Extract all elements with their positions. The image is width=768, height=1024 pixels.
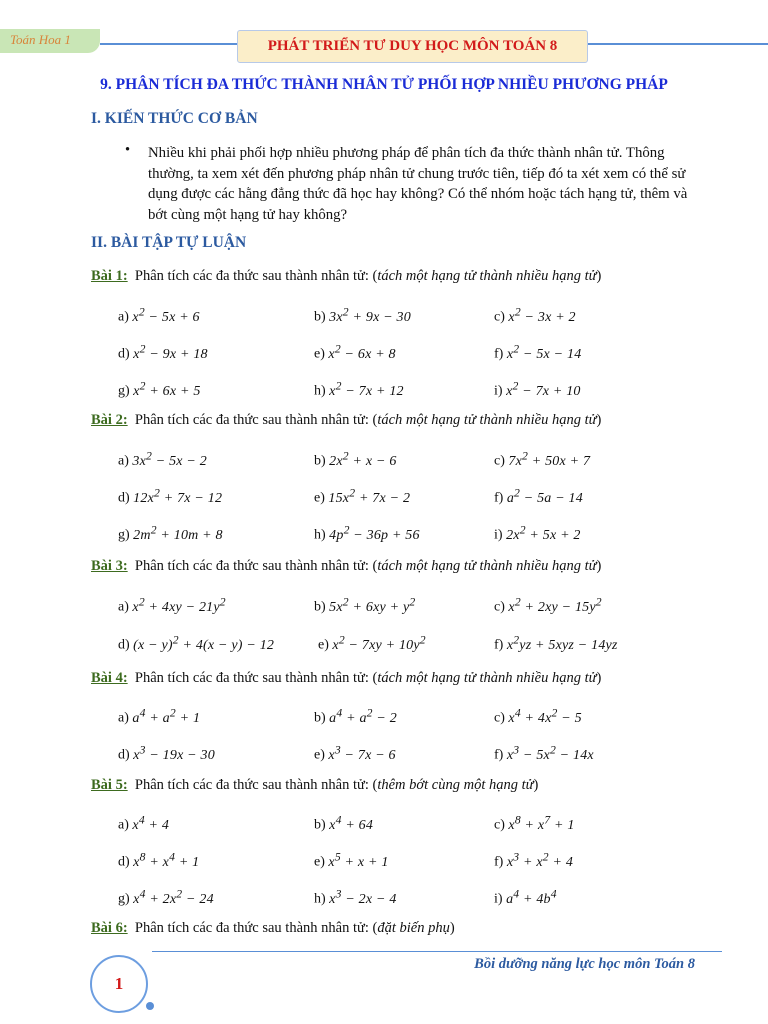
item: i) $a^4 + 4b^4$	[494, 887, 557, 907]
exercise-close: )	[596, 670, 602, 686]
exercise-text: Phân tích các đa thức sau thành nhân tử: (	[134, 920, 378, 936]
item: i) $x^2 - 7x + 10$	[494, 379, 581, 399]
footer-dot	[146, 1002, 154, 1010]
exercise-4-row	[0, 743, 768, 765]
item: b) $a^4 + a^2 - 2$	[314, 706, 397, 726]
bullet-icon: •	[125, 142, 131, 158]
exercise-4-heading	[91, 670, 601, 687]
exercise-2-row	[0, 449, 768, 471]
exercise-label: Bài 1:	[91, 268, 128, 284]
item: f) $x^3 + x^2 + 4$	[494, 850, 574, 870]
lesson-title: 9. PHÂN TÍCH ĐA THỨC THÀNH NHÂN TỬ PHỐI HỢP NHIỀU PHƯƠNG PHÁP	[100, 76, 668, 93]
exercise-text: Phân tích các đa thức sau thành nhân tử: (	[134, 268, 378, 284]
exercise-label: Bài 2:	[91, 412, 128, 428]
item: a) $a^4 + a^2 + 1$	[118, 706, 201, 726]
item: a) $x^4 + 4$	[118, 813, 170, 833]
exercise-text: Phân tích các đa thức sau thành nhân tử: (	[134, 777, 378, 793]
exercise-label: Bài 6:	[91, 920, 128, 936]
exercise-close: )	[533, 777, 539, 793]
item: e) $15x^2 + 7x - 2$	[314, 486, 411, 506]
item: d) $x^8 + x^4 + 1$	[118, 850, 200, 870]
item: g) $x^4 + 2x^2 - 24$	[118, 887, 214, 907]
item: a) $3x^2 - 5x - 2$	[118, 449, 207, 469]
item: c) $x^2 - 3x + 2$	[494, 305, 576, 325]
exercise-hint: tách một hạng tử thành nhiều hạng tử	[377, 412, 597, 428]
header-title: PHÁT TRIỂN TƯ DUY HỌC MÔN TOÁN 8	[237, 30, 588, 63]
exercise-text: Phân tích các đa thức sau thành nhân tử: (	[134, 412, 378, 428]
item: f) $x^2 - 5x - 14$	[494, 342, 582, 362]
item: b) $x^4 + 64$	[314, 813, 374, 833]
item: b) $5x^2 + 6xy + y^2$	[314, 595, 416, 615]
item: b) $2x^2 + x - 6$	[314, 449, 397, 469]
page-number: 1	[90, 955, 148, 1013]
exercise-hint: tách một hạng tử thành nhiều hạng tử	[377, 268, 597, 284]
exercise-label: Bài 5:	[91, 777, 128, 793]
section-1-heading: I. KIẾN THỨC CƠ BẢN	[91, 110, 258, 127]
exercise-2-row	[0, 486, 768, 508]
item: e) $x^3 - 7x - 6$	[314, 743, 396, 763]
item: e) $x^2 - 6x + 8$	[314, 342, 396, 362]
item: c) $x^2 + 2xy - 15y^2$	[494, 595, 602, 615]
item: f) $x^2yz + 5xyz - 14yz$	[494, 633, 618, 653]
exercise-label: Bài 4:	[91, 670, 128, 686]
item: f) $a^2 - 5a - 14$	[494, 486, 583, 506]
exercise-hint: đặt biến phụ	[377, 920, 450, 936]
header-tag	[0, 29, 100, 53]
exercise-1-row	[0, 379, 768, 401]
exercise-3-row	[0, 633, 768, 655]
exercise-4-row	[0, 706, 768, 728]
item: h) $x^2 - 7x + 12$	[314, 379, 404, 399]
item: h) $4p^2 - 36p + 56$	[314, 523, 420, 543]
exercise-2-heading	[91, 412, 601, 429]
item: c) $7x^2 + 50x + 7$	[494, 449, 591, 469]
item: c) $x^4 + 4x^2 - 5$	[494, 706, 582, 726]
exercise-5-row	[0, 887, 768, 909]
header-tag-text: Toán Hoa 1	[10, 32, 71, 47]
exercise-3-row	[0, 595, 768, 617]
item: e) $x^2 - 7xy + 10y^2$	[318, 633, 426, 653]
item: a) $x^2 + 4xy - 21y^2$	[118, 595, 226, 615]
item: g) $2m^2 + 10m + 8$	[118, 523, 223, 543]
exercise-text: Phân tích các đa thức sau thành nhân tử: (	[134, 670, 378, 686]
exercise-1-row	[0, 342, 768, 364]
exercise-3-heading	[91, 558, 601, 575]
item: d) $x^2 - 9x + 18$	[118, 342, 208, 362]
footer-rule	[152, 951, 722, 952]
item: f) $x^3 - 5x^2 - 14x$	[494, 743, 594, 763]
item: a) $x^2 - 5x + 6$	[118, 305, 200, 325]
item: d) $x^3 - 19x - 30$	[118, 743, 215, 763]
exercise-6-heading	[91, 920, 455, 937]
item: d) $12x^2 + 7x - 12$	[118, 486, 223, 506]
exercise-close: )	[596, 268, 602, 284]
item: b) $3x^2 + 9x - 30$	[314, 305, 411, 325]
section-1-bullet-text: Nhiều khi phải phối hợp nhiều phương pháp để phân tích đa thức thành nhân tử. Thông thường, ta xem xét đến phương pháp nhân tử chung trước tiên, tiếp đó ta xét xem có thể sử dụng được các hằng đẳng thức đã học hay không? Có thể nhóm hoặc tách hạng tử, thêm và bớt cùng một hạng tử hay không?	[148, 145, 688, 223]
exercise-5-row	[0, 850, 768, 872]
item: g) $x^2 + 6x + 5$	[118, 379, 201, 399]
exercise-1-row	[0, 305, 768, 327]
exercise-5-row	[0, 813, 768, 835]
item: h) $x^3 - 2x - 4$	[314, 887, 397, 907]
item: d) $(x - y)^2 + 4(x - y) - 12$	[118, 633, 275, 653]
exercise-close: )	[596, 558, 602, 574]
exercise-5-heading	[91, 777, 538, 794]
item: e) $x^5 + x + 1$	[314, 850, 389, 870]
exercise-close: )	[449, 920, 455, 936]
exercise-1-heading	[91, 268, 601, 285]
footer-text: Bồi dưỡng năng lực học môn Toán 8	[474, 956, 695, 972]
exercise-close: )	[596, 412, 602, 428]
item: c) $x^8 + x^7 + 1$	[494, 813, 575, 833]
section-2-heading: II. BÀI TẬP TỰ LUẬN	[91, 234, 247, 251]
exercise-text: Phân tích các đa thức sau thành nhân tử: (	[134, 558, 378, 574]
item: i) $2x^2 + 5x + 2$	[494, 523, 581, 543]
exercise-hint: thêm bớt cùng một hạng tử	[377, 777, 534, 793]
exercise-2-row	[0, 523, 768, 545]
exercise-hint: tách một hạng tử thành nhiều hạng tử	[377, 670, 597, 686]
exercise-hint: tách một hạng tử thành nhiều hạng tử	[377, 558, 597, 574]
exercise-label: Bài 3:	[91, 558, 128, 574]
